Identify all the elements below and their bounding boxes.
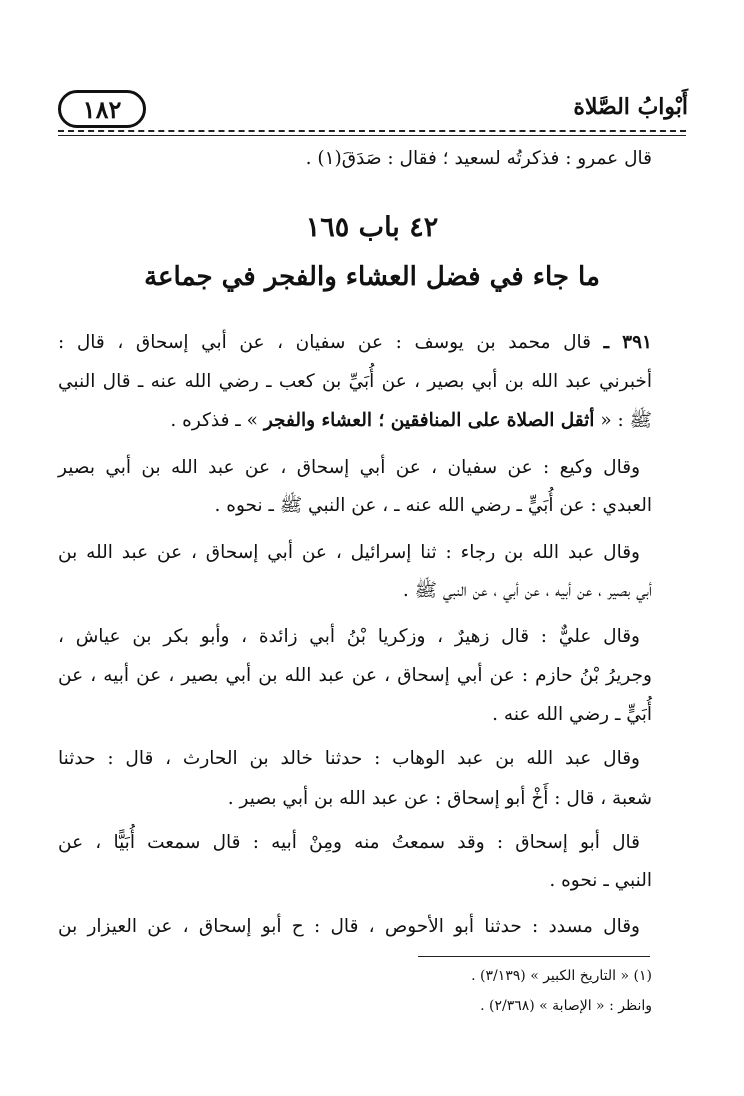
paragraph-1-line-2: العبدي : عن أُبَيٍّ ـ رضي الله عنه ـ ، عن النبي ﷺ ـ نحوه . [214, 495, 652, 516]
hadith-line-2: أخبرني عبد الله بن أبي بصير ، عن أُبَيِّ بن كعب ـ رضي الله عنه ـ قال النبي [58, 371, 652, 392]
paragraph-3-line-3: أُبَيٍّ ـ رضي الله عنه . [492, 704, 652, 725]
hadith-line-3: ﷺ : « أثقل الصلاة على المنافقين ؛ العشاء والفجر » ـ فذكره . [170, 410, 652, 431]
running-title: أَبْوابُ الصَّلاة [573, 94, 688, 120]
paragraph-4-line-2: شعبة ، قال : أَخْ أبو إسحاق : عن عبد الله بن أبي بصير . [227, 788, 652, 809]
page-header [58, 86, 688, 132]
chapter-title: ما جاء في فضل العشاء والفجر في جماعة [144, 262, 600, 292]
paragraph-2-line-1: وقال عبد الله بن رجاء : ثنا إسرائيل ، عن أبي إسحاق ، عن عبد الله بن [58, 542, 640, 563]
hadith-line-1 [58, 334, 652, 353]
paragraph-2-line-2: أبي بصير ، عن أبيه ، عن أبي ، عن النبي ﷺ . [402, 580, 652, 601]
paragraph-3-line-1: وقال عليٌّ : قال زهيرٌ ، وزكريا بْنُ أبي زائدة ، وأبو بكر بن عياش ، [58, 626, 640, 647]
paragraph-1-line-1: وقال وكيع : عن سفيان ، عن أبي إسحاق ، عن عبد الله بن أبي بصير [58, 457, 640, 478]
hadith-text: قال محمد بن يوسف : عن سفيان ، عن أبي إسحاق ، قال : [58, 332, 591, 353]
paragraph-4-line-1: وقال عبد الله بن عبد الوهاب : حدثنا خالد بن الحارث ، قال : حدثنا [58, 748, 640, 769]
footnote-2: وانظر : « الإصابة » (٢/٣٦٨) . [480, 998, 652, 1014]
paragraph-5-line-1: قال أبو إسحاق : وقد سمعتُ منه ومِنْ أبيه : قال سمعت أُبَيًّا ، عن [58, 832, 640, 853]
paragraph-6-line-1: وقال مسدد : حدثنا أبو الأحوص ، قال : ح أبو إسحاق ، عن العيزار بن [58, 916, 640, 937]
intro-line: قال عمرو : فذكرتُه لسعيد ؛ فقال : صَدَقَ(١) . [305, 148, 652, 169]
footnote-1: (١) « التاريخ الكبير » (٣/١٣٩) . [471, 968, 652, 984]
paragraph-5-line-2: النبي ـ نحوه . [549, 870, 652, 891]
footnote-divider [418, 956, 650, 957]
hadith-quote: أثقل الصلاة على المنافقين ؛ العشاء والفجر [263, 410, 595, 431]
page-number: ١٨٢ [58, 90, 146, 128]
chapter-number: ٤٢ باب ١٦٥ [305, 212, 439, 243]
header-divider [58, 130, 686, 132]
paragraph-3-line-2: وجريرُ بْنُ حازم : عن أبي إسحاق ، عن عبد الله بن أبي بصير ، عن أبيه ، عن [58, 665, 652, 686]
hadith-number: ٣٩١ ـ [603, 332, 652, 353]
header-divider-line [58, 135, 686, 136]
